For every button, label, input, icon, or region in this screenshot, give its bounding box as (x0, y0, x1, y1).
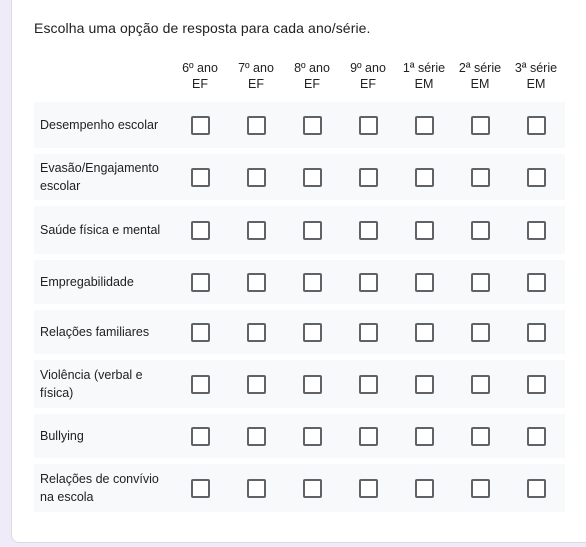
checkbox[interactable] (415, 221, 434, 240)
grid-cell (452, 427, 508, 446)
checkbox[interactable] (191, 221, 210, 240)
grid-cell (508, 375, 564, 394)
grid-cell (452, 116, 508, 135)
column-header-7-ano (228, 60, 284, 92)
grid-cell (284, 427, 340, 446)
grid-row (34, 102, 565, 148)
grid-cell (396, 168, 452, 187)
row-label: Bullying (40, 429, 84, 443)
grid-cell (228, 168, 284, 187)
grid-cell (172, 116, 228, 135)
column-header-line1: 2ª série (458, 61, 502, 75)
grid-row (34, 310, 565, 354)
checkbox[interactable] (191, 116, 210, 135)
column-header-line1: 9º ano (350, 61, 386, 75)
checkbox[interactable] (471, 116, 490, 135)
checkbox[interactable] (471, 375, 490, 394)
column-header-line2: EM (526, 77, 546, 91)
grid-cell (172, 273, 228, 292)
checkbox[interactable] (471, 479, 490, 498)
grid-cell (172, 375, 228, 394)
grid-cell (452, 375, 508, 394)
grid-cell (228, 479, 284, 498)
checkbox[interactable] (303, 375, 322, 394)
grid-cell (508, 427, 564, 446)
grid-cell (396, 116, 452, 135)
column-header-1-serie (396, 60, 452, 92)
grid-cell (340, 323, 396, 342)
grid-cell (340, 273, 396, 292)
checkbox[interactable] (191, 479, 210, 498)
grid-cell (396, 273, 452, 292)
grid-cell (452, 221, 508, 240)
row-label: Desempenho escolar (40, 118, 159, 132)
grid-cell (452, 479, 508, 498)
grid-cell (172, 427, 228, 446)
column-header-9-ano (340, 60, 396, 92)
grid-cell (284, 273, 340, 292)
column-header-line1: 6º ano (182, 61, 218, 75)
grid-cell (508, 479, 564, 498)
column-header-line2: EF (360, 77, 376, 91)
checkbox[interactable] (527, 168, 546, 187)
grid-cell (172, 168, 228, 187)
checkbox[interactable] (191, 375, 210, 394)
grid-cell (452, 323, 508, 342)
grid-cell (284, 375, 340, 394)
checkbox[interactable] (303, 116, 322, 135)
checkbox[interactable] (191, 273, 210, 292)
checkbox[interactable] (527, 116, 546, 135)
grid-cell (452, 168, 508, 187)
checkbox[interactable] (415, 273, 434, 292)
column-header-line2: EF (304, 77, 320, 91)
question-card (11, 0, 586, 543)
checkbox[interactable] (471, 323, 490, 342)
question-instruction: Escolha uma opção de resposta para cada ano/série. (34, 20, 371, 36)
row-label: Relações familiares (40, 325, 150, 339)
checkbox[interactable] (247, 168, 266, 187)
checkbox[interactable] (303, 479, 322, 498)
checkbox[interactable] (191, 427, 210, 446)
grid-cell (396, 323, 452, 342)
grid-cell (340, 479, 396, 498)
checkbox[interactable] (359, 375, 378, 394)
grid-row (34, 360, 565, 408)
grid-cell (396, 427, 452, 446)
grid-cell (340, 116, 396, 135)
checkbox[interactable] (303, 323, 322, 342)
checkbox[interactable] (191, 168, 210, 187)
checkbox[interactable] (247, 479, 266, 498)
column-header-8-ano (284, 60, 340, 92)
column-header-line2: EF (192, 77, 208, 91)
checkbox[interactable] (527, 375, 546, 394)
checkbox[interactable] (471, 168, 490, 187)
grid-cell (284, 323, 340, 342)
checkbox[interactable] (359, 116, 378, 135)
checkbox[interactable] (527, 273, 546, 292)
grid-cell (508, 116, 564, 135)
column-header-line1: 3ª série (514, 61, 558, 75)
checkbox[interactable] (471, 221, 490, 240)
column-header-line2: EF (248, 77, 264, 91)
checkbox[interactable] (471, 273, 490, 292)
checkbox[interactable] (247, 221, 266, 240)
checkbox[interactable] (415, 427, 434, 446)
checkbox[interactable] (303, 221, 322, 240)
column-header-line2: EM (470, 77, 490, 91)
grid-cell (228, 427, 284, 446)
grid-row (34, 154, 565, 200)
column-header-line2: EM (414, 77, 434, 91)
checkbox[interactable] (247, 427, 266, 446)
grid-cell (228, 116, 284, 135)
column-header-2-serie (452, 60, 508, 92)
grid-cell (284, 168, 340, 187)
checkbox[interactable] (247, 323, 266, 342)
checkbox[interactable] (415, 323, 434, 342)
checkbox[interactable] (415, 375, 434, 394)
column-header-6-ano (172, 60, 228, 92)
checkbox[interactable] (527, 479, 546, 498)
checkbox[interactable] (247, 375, 266, 394)
grid-cell (228, 375, 284, 394)
grid-cell (284, 221, 340, 240)
checkbox[interactable] (359, 323, 378, 342)
grid-cell (284, 116, 340, 135)
grid-cell (508, 221, 564, 240)
grid-row (34, 260, 565, 304)
checkbox[interactable] (415, 116, 434, 135)
grid-row (34, 206, 565, 254)
grid-cell (340, 375, 396, 394)
checkbox[interactable] (191, 323, 210, 342)
grid-cell (396, 479, 452, 498)
grid-cell (508, 273, 564, 292)
grid-cell (340, 221, 396, 240)
checkbox[interactable] (359, 273, 378, 292)
grid-cell (284, 479, 340, 498)
grid-cell (172, 323, 228, 342)
checkbox[interactable] (303, 427, 322, 446)
column-header-line1: 7º ano (238, 61, 274, 75)
grid-cell (228, 221, 284, 240)
grid-cell (452, 273, 508, 292)
checkbox[interactable] (415, 168, 434, 187)
grid-cell (508, 168, 564, 187)
column-header-line1: 8º ano (294, 61, 330, 75)
checkbox[interactable] (303, 273, 322, 292)
grid-cell (396, 221, 452, 240)
row-label: Violência (verbal e física) (40, 368, 143, 400)
grid-rows (34, 102, 565, 512)
grid-cell (228, 323, 284, 342)
checkbox[interactable] (527, 221, 546, 240)
column-header-line1: 1ª série (402, 61, 446, 75)
row-label: Empregabilidade (40, 275, 134, 289)
row-label: Evasão/Engajamento escolar (40, 161, 159, 193)
checkbox[interactable] (359, 221, 378, 240)
grid-cell (340, 168, 396, 187)
grid-cell (340, 427, 396, 446)
checkbox[interactable] (359, 168, 378, 187)
checkbox[interactable] (359, 479, 378, 498)
checkbox[interactable] (415, 479, 434, 498)
grid-row (34, 414, 565, 458)
checkbox[interactable] (527, 323, 546, 342)
checkbox[interactable] (247, 273, 266, 292)
checkbox[interactable] (303, 168, 322, 187)
grid-cell (228, 273, 284, 292)
grid-cell (396, 375, 452, 394)
grid-row (34, 464, 565, 512)
column-header-3-serie (508, 60, 564, 92)
checkbox-grid (34, 56, 565, 512)
grid-cell (172, 479, 228, 498)
checkbox[interactable] (527, 427, 546, 446)
checkbox[interactable] (359, 427, 378, 446)
grid-header-row (34, 56, 565, 96)
checkbox[interactable] (247, 116, 266, 135)
checkbox[interactable] (471, 427, 490, 446)
grid-cell (508, 323, 564, 342)
row-label: Saúde física e mental (40, 223, 161, 237)
row-label: Relações de convívio na escola (40, 472, 159, 504)
grid-cell (172, 221, 228, 240)
